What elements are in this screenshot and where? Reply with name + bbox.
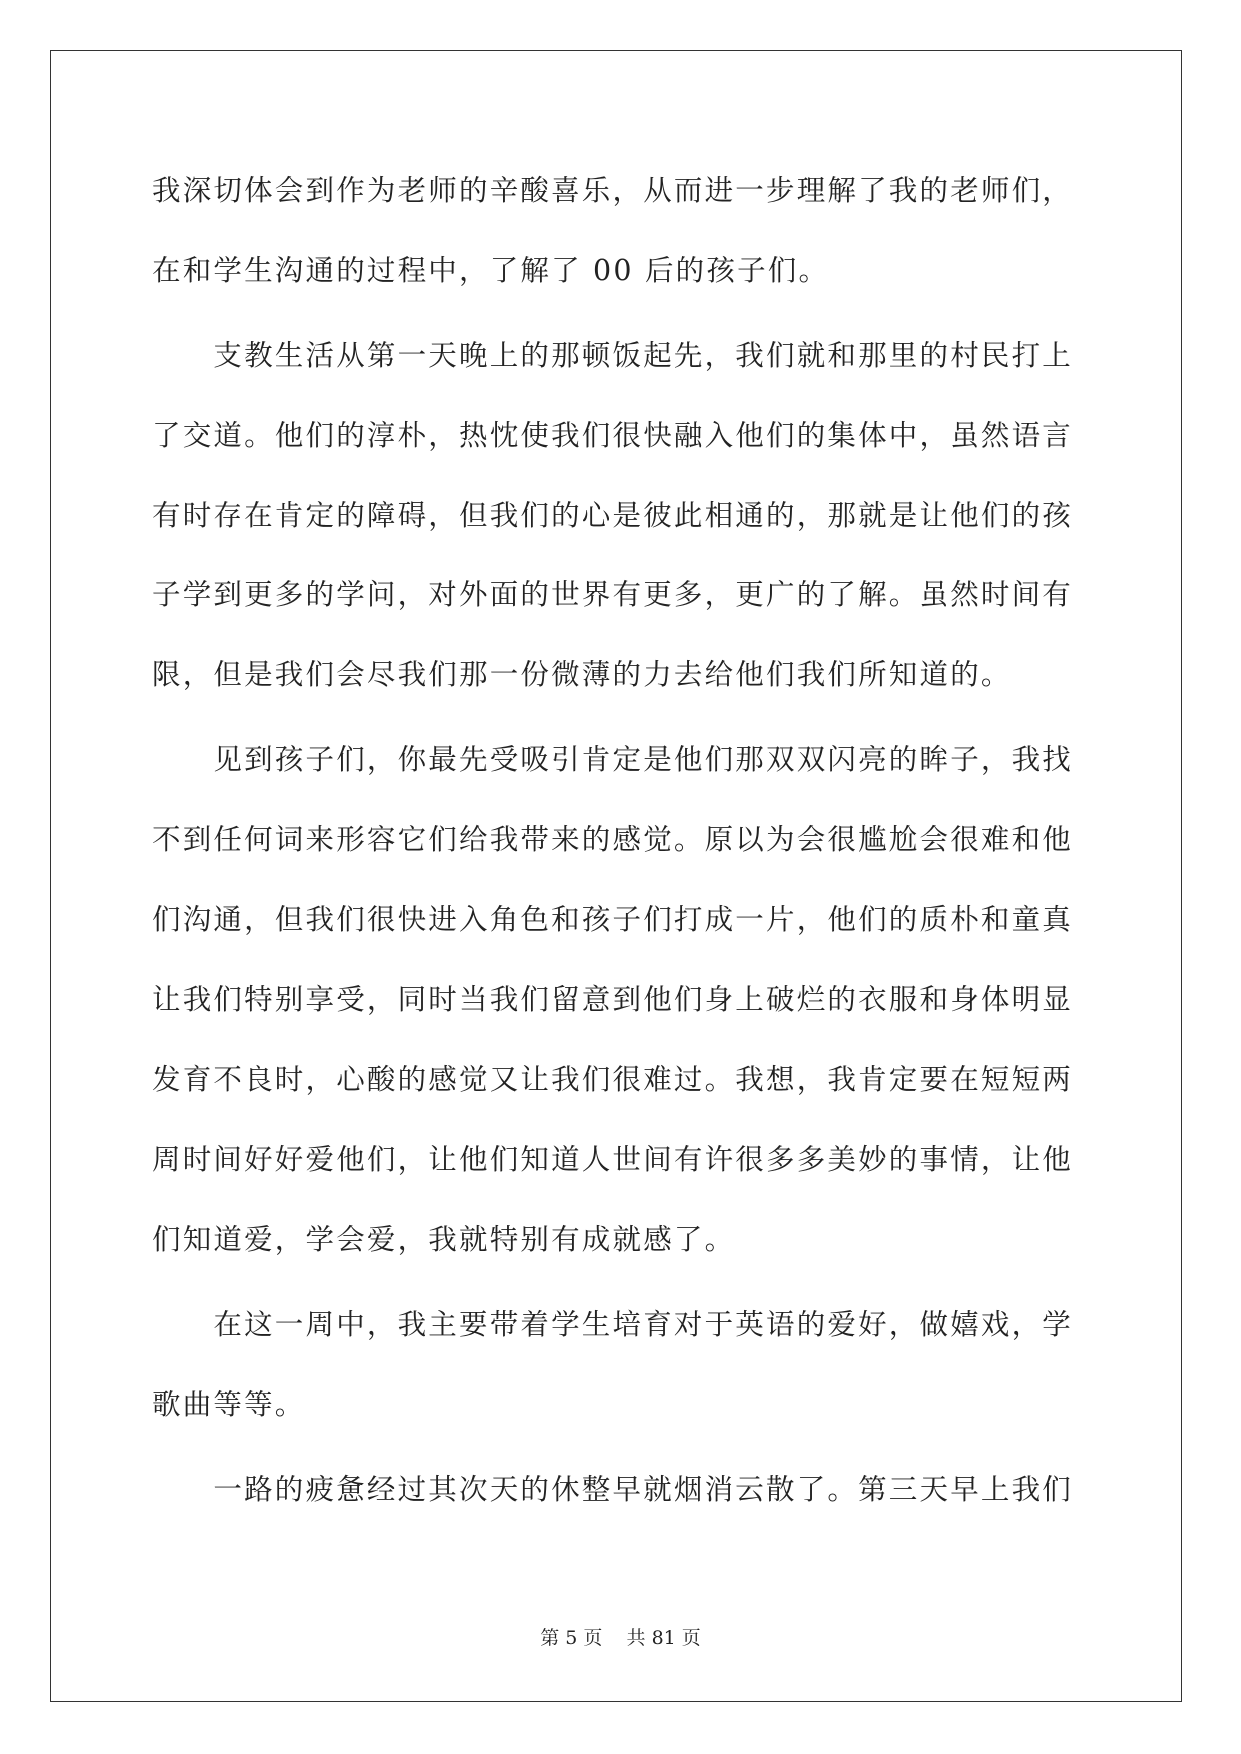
body-text-line: 发育不良时，心酸的感觉又让我们很难过。我想，我肯定要在短短两 [152, 1063, 1074, 1096]
body-text-line: 见到孩子们，你最先受吸引肯定是他们那双双闪亮的眸子，我找 [152, 743, 1074, 776]
page-number: 第 5 页 [540, 1627, 603, 1649]
body-text-line: 在和学生沟通的过程中，了解了 00 后的孩子们。 [152, 254, 830, 287]
body-text-line: 限，但是我们会尽我们那一份微薄的力去给他们我们所知道的。 [152, 658, 1012, 691]
body-text-line: 歌曲等等。 [152, 1388, 306, 1421]
body-text-line: 有时存在肯定的障碍，但我们的心是彼此相通的，那就是让他们的孩 [152, 499, 1074, 532]
page-footer [0, 1626, 1241, 1650]
page-border [50, 50, 1182, 1702]
body-text-line: 在这一周中，我主要带着学生培育对于英语的爱好，做嬉戏，学 [152, 1308, 1074, 1341]
body-text-line: 不到任何词来形容它们给我带来的感觉。原以为会很尴尬会很难和他 [152, 823, 1074, 856]
body-text-line: 子学到更多的学问，对外面的世界有更多，更广的了解。虽然时间有 [152, 578, 1074, 611]
body-text-line: 们知道爱，学会爱，我就特别有成就感了。 [152, 1223, 736, 1256]
body-text-line: 周时间好好爱他们，让他们知道人世间有许很多多美妙的事情，让他 [152, 1143, 1074, 1176]
page-total: 共 81 页 [626, 1627, 701, 1649]
body-text-line: 一路的疲惫经过其次天的休整早就烟消云散了。第三天早上我们 [152, 1473, 1074, 1506]
body-text-line: 我深切体会到作为老师的辛酸喜乐，从而进一步理解了我的老师们， [152, 174, 1074, 207]
body-text-line: 们沟通，但我们很快进入角色和孩子们打成一片，他们的质朴和童真 [152, 903, 1074, 936]
body-text-line: 了交道。他们的淳朴，热忱使我们很快融入他们的集体中，虽然语言 [152, 419, 1074, 452]
body-text-line: 支教生活从第一天晚上的那顿饭起先，我们就和那里的村民打上 [152, 339, 1074, 372]
body-text-line: 让我们特别享受，同时当我们留意到他们身上破烂的衣服和身体明显 [152, 983, 1074, 1016]
